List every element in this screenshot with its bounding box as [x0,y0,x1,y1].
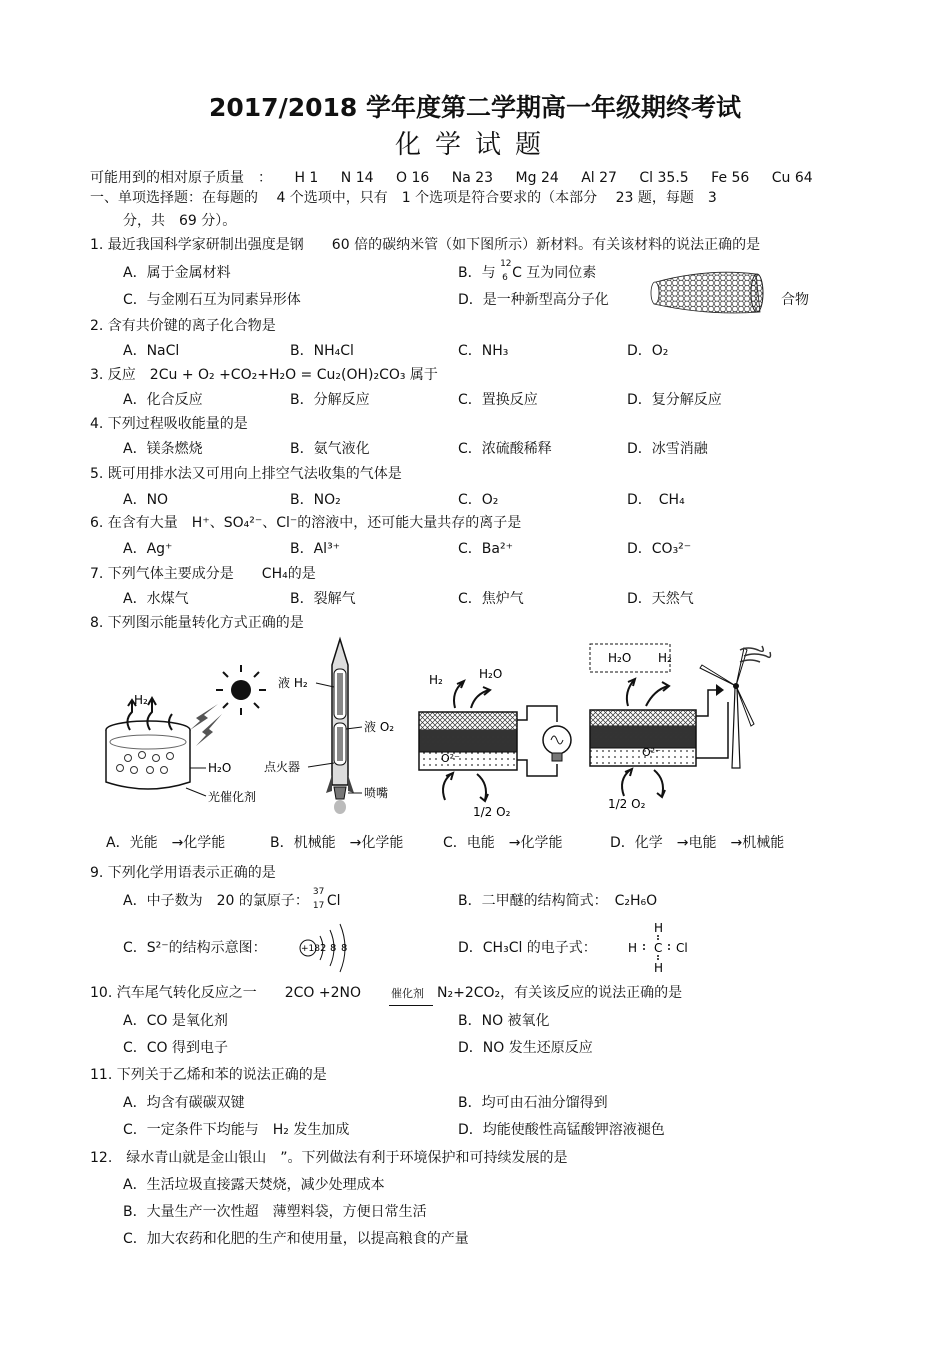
option-d: D．是一种新型高分子化 [458,292,609,308]
option-d: D．均能使酸性高锰酸钾溶液褪色 [458,1122,665,1138]
option-d: D． CH₄ [627,492,685,508]
option-c: C．电能 →化学能 [443,835,563,851]
label-liquid-h2: 液 H₂ [278,676,308,690]
atom-h: H [628,941,638,955]
sulfide-ion-structure-diagram [298,918,358,978]
atomic-mass-item: O 16 [396,170,430,186]
atom-h: H [654,921,664,935]
option-b: B．与 12 6 C 互为同位素 [458,259,597,283]
atomic-mass-item: Mg 24 [515,170,559,186]
question-stem: 6. 在含有大量 H⁺、SO₄²⁻、Cl⁻的溶液中，还可能大量共存的离子是 [90,515,522,531]
light-bulb-icon [543,726,571,761]
option-b: B．Al³⁺ [290,541,341,557]
atom-c: C [654,941,663,955]
atom-h: H [654,961,664,975]
question-stem: 9. 下列化学用语表示正确的是 [90,865,276,881]
section-instruction-cont: 分，共 69 分）。 [123,213,237,229]
label-liquid-o2: 液 O₂ [364,720,395,734]
atomic-number: 6 [502,273,508,283]
ch3cl-electron-dot-diagram [622,918,702,978]
figure-b-rocket [264,635,412,820]
option-a: A．Ag⁺ [123,541,173,557]
option-d: D．天然气 [627,591,694,607]
option-d: D．O₂ [627,343,669,359]
option-a: A．生活垃圾直接露天焚烧，减少处理成本 [123,1177,385,1193]
label-half-o2: 1/2 O₂ [473,805,511,819]
figure-d-wind-electrolysis [588,640,778,820]
figure-a-photocatalysis [100,660,270,810]
option-d-cont: 合物 [781,292,809,308]
atomic-mass-line [90,170,831,187]
option-a: A．NaCl [123,343,180,359]
option-c: C．S²⁻的结构示意图： [123,940,267,956]
question-stem: 1. 最近我国科学家研制出强度是钢 60 倍的碳纳米管（如下图所示）新材料。有关该材料的说法正确的是 [90,237,761,253]
option-a: A．水煤气 [123,591,189,607]
option-b: B．二甲醚的结构简式： C₂H₆O [458,893,658,909]
label-h2: H₂ [658,651,672,665]
label-oxide-ion: O²⁻ [642,746,661,759]
catalyst-label: 催化剂 [391,987,424,1000]
exam-subtitle: 化学试题 [394,130,555,160]
option-c: C．与金刚石互为同素异形体 [123,292,301,308]
atom-cl: Cl [676,941,688,955]
label-h2: H₂ [429,673,443,687]
question-stem: 8. 下列图示能量转化方式正确的是 [90,615,304,631]
option-b: B．NO₂ [290,492,341,508]
atomic-mass-item: Cl 35.5 [639,170,689,186]
mass-number: 12 [500,259,512,269]
shell-electrons: 8 [341,943,348,954]
atomic-mass-item: Al 27 [581,170,617,186]
section-instruction: 一、单项选择题：在每题的 4 个选项中，只有 1 个选项是符合要求的（本部分 23 题，每题 3 [90,190,717,206]
option-a: A．化合反应 [123,392,203,408]
option-d: D．CH₃Cl 的电子式： [458,940,597,956]
question-stem: 12. 绿水青山就是金山银山 ”。下列做法有利于环境保护和可持续发展的是 [90,1150,568,1166]
atomic-mass-item: H 1 [294,170,319,186]
option-c: C．置换反应 [458,392,538,408]
atomic-mass-item: Na 23 [451,170,494,186]
question-stem: 10. 汽车尾气转化反应之一 2CO +2NO 催化剂 N₂+2CO₂，有关该反应的说法正确的是 [90,985,682,1002]
option-a: A．中子数为 20 的氯原子： 37 17 Cl [123,887,341,911]
option-c: C．一定条件下均能与 H₂ 发生加成 [123,1122,350,1138]
option-a: A．CO 是氧化剂 [123,1013,228,1029]
option-c: C．Ba²⁺ [458,541,513,557]
nucleus-charge: +18 [301,944,320,954]
label-oxide-ion: O²⁻ [441,752,460,765]
option-b: B．NO 被氧化 [458,1013,550,1029]
option-b: B．NH₄Cl [290,343,354,359]
option-c: C．焦炉气 [458,591,524,607]
question-stem: 7. 下列气体主要成分是 CH₄的是 [90,566,316,582]
option-d: D．NO 发生还原反应 [458,1040,593,1056]
shell-electrons: 8 [330,943,337,954]
atomic-mass-item: N 14 [340,170,374,186]
atomic-mass-item: Fe 56 [711,170,750,186]
question-stem: 3. 反应 2Cu + O₂ +CO₂+H₂O = Cu₂(OH)₂CO₃ 属于 [90,367,438,383]
option-a: A．均含有碳碳双键 [123,1095,245,1111]
option-a: A．镁条燃烧 [123,441,203,457]
question-stem: 11. 下列关于乙烯和苯的说法正确的是 [90,1067,327,1083]
label-catalyst: 光催化剂 [208,790,257,804]
option-c: C．浓硫酸稀释 [458,441,552,457]
option-a: A．属于金属材料 [123,265,231,281]
option-a: A．NO [123,492,169,508]
option-d: D．CO₃²⁻ [627,541,692,557]
shell-electrons: 2 [320,943,327,954]
atomic-mass-item: Cu 64 [771,170,813,186]
sun-icon [216,665,266,715]
option-d: D．复分解反应 [627,392,722,408]
carbon-nanotube-figure [648,270,766,316]
option-a: A．光能 →化学能 [106,835,226,851]
label-h2o: H₂O [479,667,503,681]
label-igniter: 点火器 [264,760,301,774]
atomic-number: 17 [312,901,325,911]
question-stem: 5. 既可用排水法又可用向上排空气法收集的气体是 [90,466,402,482]
figure-c-fuel-cell [415,660,585,820]
label-h2o: H₂O [608,651,632,665]
option-c: C．CO 得到电子 [123,1040,229,1056]
exam-title: 2017/2018 学年度第二学期高一年级期终考试 [209,93,741,122]
option-b: B．均可由石油分馏得到 [458,1095,608,1111]
question-stem: 2. 含有共价键的离子化合物是 [90,318,276,334]
option-d: D．冰雪消融 [627,441,708,457]
option-b: B．裂解气 [290,591,356,607]
option-d: D．化学 →电能 →机械能 [610,835,785,851]
label-h2o: H₂O [208,761,232,775]
atomic-mass-label: 可能用到的相对原子质量 ： [90,170,272,186]
label-nozzle: 喷嘴 [364,786,389,800]
question-stem: 4. 下列过程吸收能量的是 [90,416,248,432]
option-b: B．大量生产一次性超 薄塑料袋，方便日常生活 [123,1204,427,1220]
mass-number: 37 [312,887,325,897]
option-b: B．机械能 →化学能 [270,835,404,851]
option-c: C．O₂ [458,492,499,508]
label-h2: H₂ [134,693,148,707]
option-c: C．NH₃ [458,343,509,359]
option-c: C．加大农药和化肥的生产和使用量，以提高粮食的产量 [123,1231,469,1247]
light-ray-icons [190,704,222,746]
option-b: B．分解反应 [290,392,370,408]
label-half-o2: 1/2 O₂ [608,797,646,811]
option-b: B．氨气液化 [290,441,370,457]
